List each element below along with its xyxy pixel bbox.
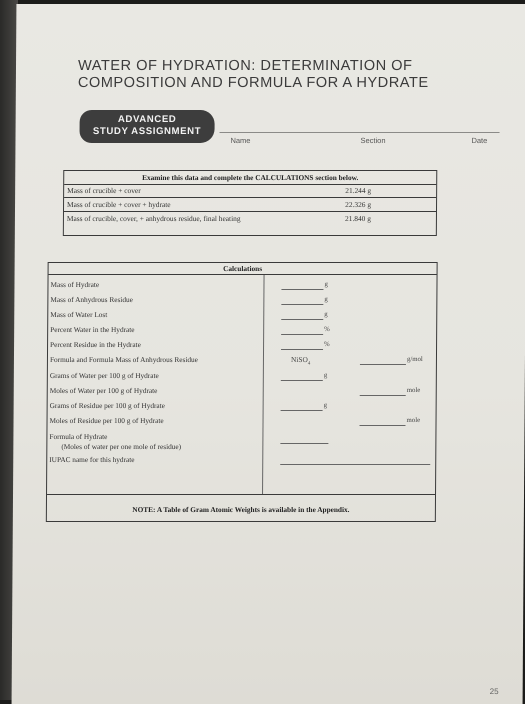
answer-blank[interactable] [359, 425, 405, 426]
answer-blank[interactable] [281, 380, 323, 381]
calculations-heading: Calculations [223, 264, 263, 273]
page-title [78, 58, 508, 92]
calc-unit: % [324, 341, 330, 348]
data-table [63, 170, 437, 236]
calc-unit: g [324, 281, 328, 288]
data-row-value: 22.326 g [345, 200, 372, 209]
formula-text: NiSO [290, 355, 308, 364]
calc-label: Mass of Hydrate [50, 280, 100, 289]
date-field-label: Date [471, 136, 488, 145]
worksheet-page [12, 4, 525, 704]
title-line-1: WATER OF HYDRATION: DETERMINATION OF [77, 58, 413, 74]
answer-blank[interactable] [281, 334, 323, 335]
calc-unit: mole [406, 417, 421, 424]
answer-blank[interactable] [281, 349, 323, 350]
answer-blank[interactable] [280, 443, 328, 444]
calc-label: (Moles of water per one mole of residue) [61, 442, 182, 451]
data-row-label: Mass of crucible + cover [67, 186, 141, 195]
advanced-study-badge [79, 110, 214, 143]
data-row-label: Mass of crucible + cover + hydrate [67, 200, 171, 209]
calc-label: Formula and Formula Mass of Anhydrous Residue [49, 355, 198, 364]
data-row-value: 21.840 g [345, 214, 371, 223]
data-row-label: Mass of crucible, cover, + anhydrous residue, final heating [66, 214, 241, 223]
calculations-body [47, 274, 437, 495]
residue-formula [291, 355, 310, 366]
answer-blank[interactable] [281, 289, 323, 290]
calc-label: Formula of Hydrate [49, 432, 108, 441]
section-field-label: Section [360, 136, 386, 145]
badge-line-1: ADVANCED [117, 114, 177, 125]
calc-unit: % [324, 326, 330, 333]
calc-label: Grams of Residue per 100 g of Hydrate [49, 401, 165, 410]
calc-unit: g [324, 311, 328, 318]
title-line-2: COMPOSITION AND FORMULA FOR A HYDRATE [77, 75, 429, 91]
answer-blank[interactable] [281, 410, 323, 411]
calc-unit: g [323, 372, 328, 379]
calc-label: Mass of Water Lost [50, 310, 108, 319]
formula-subscript: 4 [307, 361, 311, 367]
answer-blank[interactable] [281, 304, 323, 305]
answer-blank[interactable] [280, 464, 430, 465]
page-number: 25 [489, 687, 499, 696]
data-row [64, 212, 436, 226]
name-field-label: Name [230, 136, 251, 145]
calc-label: Moles of Residue per 100 g of Hydrate [49, 416, 164, 425]
data-row [64, 184, 436, 198]
answer-blank[interactable] [281, 319, 323, 320]
calculations-box [46, 262, 438, 522]
data-table-heading: Examine this data and complete the CALCULATIONS section below. [64, 171, 436, 185]
calc-label: Mass of Anhydrous Residue [50, 295, 133, 304]
calc-label: Moles of Water per 100 g of Hydrate [49, 386, 158, 395]
calc-label: Grams of Water per 100 g of Hydrate [49, 371, 159, 380]
calc-unit: mole [406, 387, 421, 394]
appendix-note: NOTE: A Table of Gram Atomic Weights is available in the Appendix. [132, 505, 350, 514]
name-section-date-line[interactable] [220, 132, 500, 133]
answer-blank[interactable] [360, 364, 406, 365]
calc-unit: g/mol [406, 356, 423, 363]
calc-unit: g [324, 296, 328, 303]
data-row-value: 21.244 g [345, 186, 372, 195]
calc-unit: g [323, 402, 328, 409]
badge-line-2: STUDY ASSIGNMENT [92, 126, 202, 137]
calc-label: Percent Residue in the Hydrate [50, 340, 141, 349]
data-row [64, 198, 436, 212]
calc-label: IUPAC name for this hydrate [49, 455, 135, 464]
answer-blank[interactable] [360, 395, 406, 396]
calculations-divider [262, 275, 265, 494]
calc-label: Percent Water in the Hydrate [50, 325, 135, 334]
